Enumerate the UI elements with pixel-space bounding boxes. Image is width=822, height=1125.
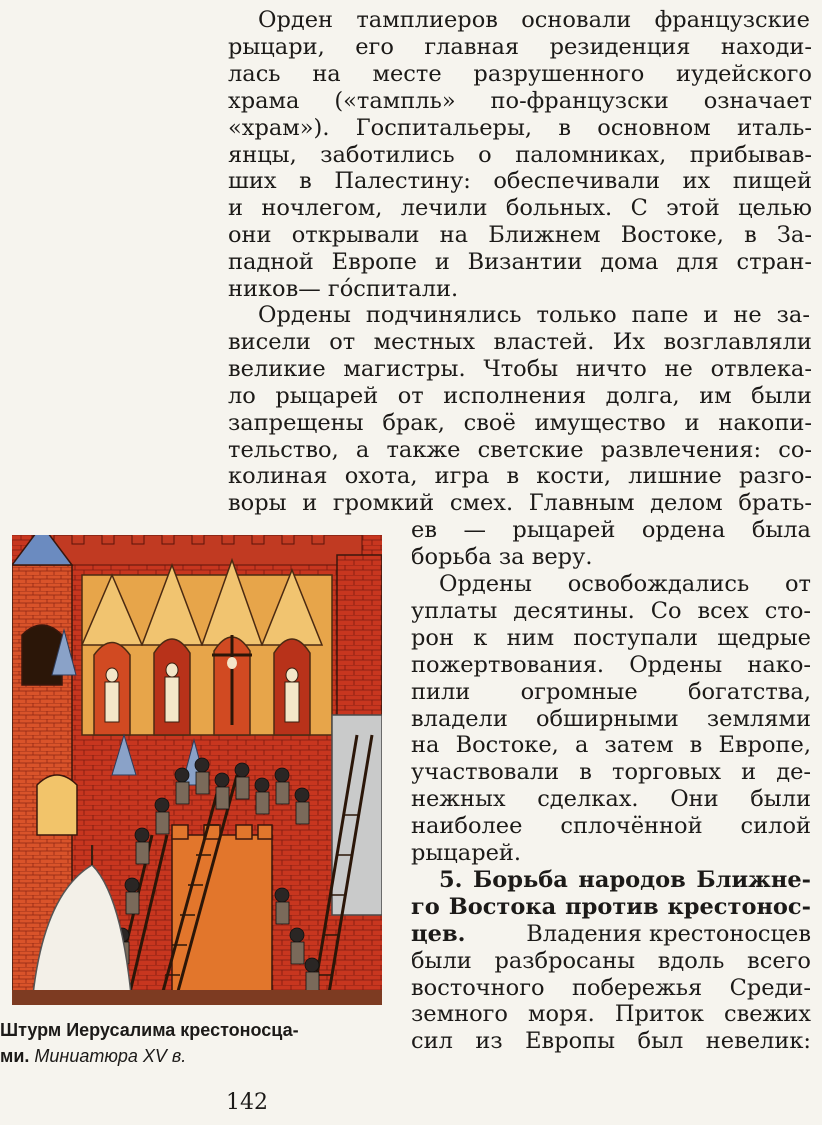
text-line: падной Европе и Византии дома для стран- <box>228 249 812 276</box>
text-line: рыцарей. <box>411 840 522 866</box>
text-fragment: Владения крестоносцев <box>526 920 811 947</box>
text-line: и ночлегом, лечили больных. С этой целью <box>228 195 812 222</box>
text-line: Ордены подчинялись только папе и не за- <box>258 302 810 328</box>
text-line: висели от местных властей. Их возглавляли <box>228 328 812 355</box>
text-line: участвовали в торговых и де- <box>411 759 811 786</box>
text-line: уплаты десятины. Со всех сто- <box>411 597 811 624</box>
section-heading: го Востока против крестонос- <box>411 893 811 920</box>
text-line: янцы, заботились о паломниках, прибывав- <box>228 141 812 168</box>
caption-title-end: ми. <box>0 1046 30 1066</box>
text-line: Орден тамплиеров основали французские <box>258 7 810 33</box>
text-line: наиболее сплочённой силой <box>411 813 811 840</box>
text-line: земного моря. Приток свежих <box>411 1001 811 1028</box>
text-line: колиная охота, игра в кости, лишние разго- <box>228 463 812 490</box>
text-line: сил из Европы был невелик: <box>411 1028 811 1055</box>
section-heading: цев. <box>411 920 466 947</box>
text-line: рон к ним поступали щедрые <box>411 624 811 651</box>
page-number: 142 <box>226 1090 268 1115</box>
text-line: лась на месте разрушенного иудейского <box>228 60 812 87</box>
text-line: запрещены брак, своё имущество и накопи- <box>228 409 812 436</box>
text-line: тельство, а также светские развлечения: со- <box>228 436 812 463</box>
figure-caption-line-2 <box>0 1044 186 1068</box>
section-heading: 5. Борьба народов Ближне- <box>439 866 811 893</box>
text-line: воры и громкий смех. Главным делом брать- <box>228 490 812 517</box>
text-line: владели обширными землями <box>411 705 811 732</box>
section-heading-end-line <box>411 921 811 947</box>
jerusalem-siege-miniature <box>12 535 382 1005</box>
text-line: ших в Палестину: обеспечивали их пищей <box>228 168 812 195</box>
text-line: нежных сделках. Они были <box>411 786 811 813</box>
text-line: ников— го́спитали. <box>228 276 459 302</box>
caption-title: Штурм Иерусалима крестоносца- <box>0 1020 299 1040</box>
text-line: пожертвования. Ордены нако- <box>411 651 811 678</box>
text-line: были разбросаны вдоль всего <box>411 947 811 974</box>
text-line: Ордены освобождались от <box>439 571 811 597</box>
text-line: рыцари, его главная резиденция находи- <box>228 33 812 60</box>
text-line: борьба за веру. <box>411 544 593 571</box>
text-line: ло рыцарей от исполнения долга, им были <box>228 382 812 409</box>
text-line: восточного побережья Среди- <box>411 974 811 1001</box>
text-line: храма («тампль» по-французски означает <box>228 87 812 114</box>
text-line: пили огромные богатства, <box>411 678 811 705</box>
text-line: они открывали на Ближнем Востоке, в За- <box>228 222 812 249</box>
text-line: великие магистры. Чтобы ничто не отвлека- <box>228 355 812 382</box>
text-line: «храм»). Госпитальеры, в основном италь- <box>228 114 812 141</box>
figure-caption-line-1 <box>0 1018 299 1042</box>
text-line: на Востоке, а затем в Европе, <box>411 732 811 759</box>
caption-source: Миниатюра XV в. <box>34 1046 187 1066</box>
text-line: ев — рыцарей ордена была <box>411 517 811 544</box>
